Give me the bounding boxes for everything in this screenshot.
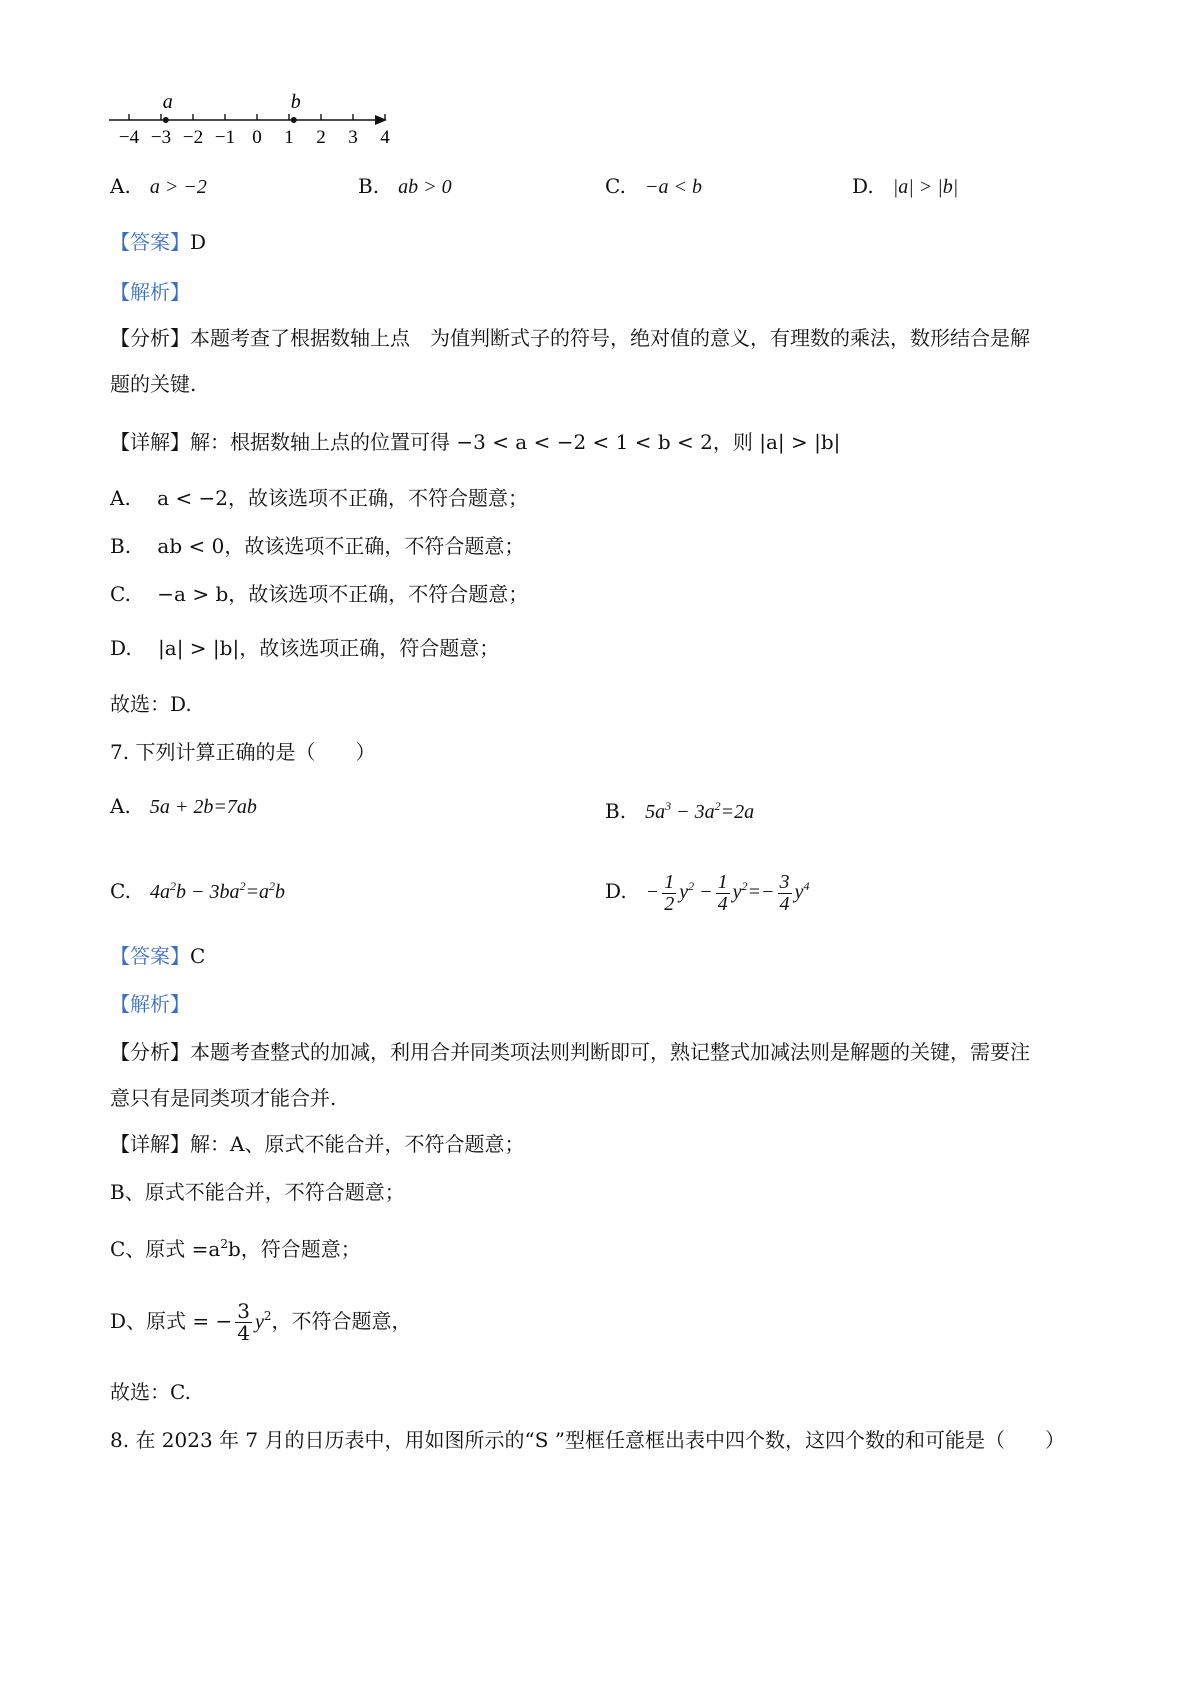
point-a-label: a xyxy=(162,92,173,113)
fenxi-text: 本题考查整式的加减，利用合并同类项法则判断即可，熟记整式加减法则是解题的关键，需要注 xyxy=(190,1040,1030,1064)
detail-text: 解：A、原式不能合并，不符合题意； xyxy=(190,1132,525,1156)
answer-tag: 【答案】 xyxy=(110,944,190,968)
q6-line-d: D. |a| > |b|，故该选项正确，符合题意； xyxy=(110,636,500,660)
detail-tag: 【详解】 xyxy=(110,1132,190,1156)
q7-option-c-letter: C. xyxy=(110,879,131,903)
fenxi-tag: 【分析】 xyxy=(110,326,190,350)
q6-option-a xyxy=(110,172,207,201)
q8-stem: 8. 在 2023 年 7 月的日历表中，用如图所示的“S ”型框任意框出表中四个数，这四个数的和可能是（ ） xyxy=(110,1428,1065,1452)
number-line-tick-label: 4 xyxy=(380,127,390,148)
number-line-tick-label: −3 xyxy=(150,127,172,148)
q6-option-c-expr: −a < b xyxy=(645,176,703,198)
q7-analysis-tag: 【解析】 xyxy=(110,992,190,1016)
detail-tag: 【详解】 xyxy=(110,430,190,454)
q7-option-a xyxy=(110,792,257,821)
fenxi-tag: 【分析】 xyxy=(110,1040,190,1064)
q7-option-b-letter: B. xyxy=(605,799,627,823)
point-b-label: b xyxy=(290,92,301,113)
q7-fenxi-1 xyxy=(110,1038,1030,1066)
answer-value: C xyxy=(190,944,206,968)
q6-fenxi-1 xyxy=(110,324,1030,352)
q7-line-b: B、原式不能合并，不符合题意； xyxy=(110,1180,405,1204)
q7-option-d xyxy=(605,856,809,922)
point-b-dot xyxy=(291,117,297,123)
q7-option-a-expr: 5a + 2b=7ab xyxy=(149,796,257,818)
q6-option-a-letter: A. xyxy=(110,174,131,198)
q7-option-c-expr: $4a^2b - 3ba^2=a^2b$ xyxy=(150,879,286,903)
number-line-tick-label: −4 xyxy=(118,127,140,148)
q6-option-d xyxy=(852,172,958,201)
q6-option-c xyxy=(605,172,702,201)
q6-option-d-letter: D. xyxy=(852,174,874,198)
q6-option-c-letter: C. xyxy=(605,174,626,198)
q7-line-d: D、原式 = − $\frac{3}{4}$ $y^2$，不符合题意， xyxy=(110,1299,412,1345)
fenxi-text: 本题考查了根据数轴上点 为值判断式子的符号，绝对值的意义，有理数的乘法，数形结合是解 xyxy=(190,326,1030,350)
number-line-tick-label: 0 xyxy=(252,127,262,148)
number-line-tick-label: −1 xyxy=(214,127,236,148)
answer-tag: 【答案】 xyxy=(110,230,190,254)
q7-option-c xyxy=(110,872,285,906)
q6-line-b: B. ab < 0，故该选项不正确，不符合题意； xyxy=(110,534,525,558)
q6-analysis-tag: 【解析】 xyxy=(110,280,190,304)
q6-conclusion: 故选：D. xyxy=(110,692,192,716)
q7-detail xyxy=(110,1130,524,1158)
q7-option-b-expr: $5a^3 - 3a^2=2a$ xyxy=(645,799,755,823)
number-line-tick-label: −2 xyxy=(182,127,204,148)
q6-option-a-expr: a > −2 xyxy=(149,176,207,198)
point-a-dot xyxy=(163,117,169,123)
q6-fenxi-2: 题的关键. xyxy=(110,372,197,396)
q6-answer xyxy=(110,228,206,256)
q7-stem: 7. 下列计算正确的是（ ） xyxy=(110,740,376,764)
q7-option-d-letter: D. xyxy=(605,879,627,903)
q7-conclusion: 故选：C. xyxy=(110,1380,191,1404)
q7-fenxi-2: 意只有是同类项才能合并. xyxy=(110,1086,337,1110)
q6-option-d-expr: |a| > |b| xyxy=(892,176,959,198)
number-line-tick-label: 2 xyxy=(316,127,326,148)
q7-option-a-letter: A. xyxy=(110,794,131,818)
q6-detail xyxy=(110,428,840,456)
number-line-tick-label: 1 xyxy=(284,127,294,148)
q6-line-a: A. a < −2，故该选项不正确，不符合题意； xyxy=(110,486,529,510)
q6-line-c: C. −a > b，故该选项不正确，不符合题意； xyxy=(110,582,529,606)
detail-text: 解：根据数轴上点的位置可得 −3 < a < −2 < 1 < b < 2，则 |a| > |b| xyxy=(190,430,841,454)
number-line-figure xyxy=(105,92,425,152)
q7-option-b xyxy=(605,792,754,826)
number-line-tick-label: 3 xyxy=(348,127,358,148)
q7-option-d-expr: − $\frac{1}{2}$ $y^2$ − $\frac{1}{4}$ $y^2=-$ $\frac{3}{4}$ $y^4$ xyxy=(645,870,810,915)
q6-option-b-letter: B. xyxy=(358,174,380,198)
q7-answer xyxy=(110,942,205,970)
answer-value: D xyxy=(190,230,207,254)
q6-option-b-expr: ab > 0 xyxy=(398,176,452,198)
q6-option-b xyxy=(358,172,452,201)
q7-line-c: C、原式 $=a^2b$，符合题意； xyxy=(110,1237,361,1261)
